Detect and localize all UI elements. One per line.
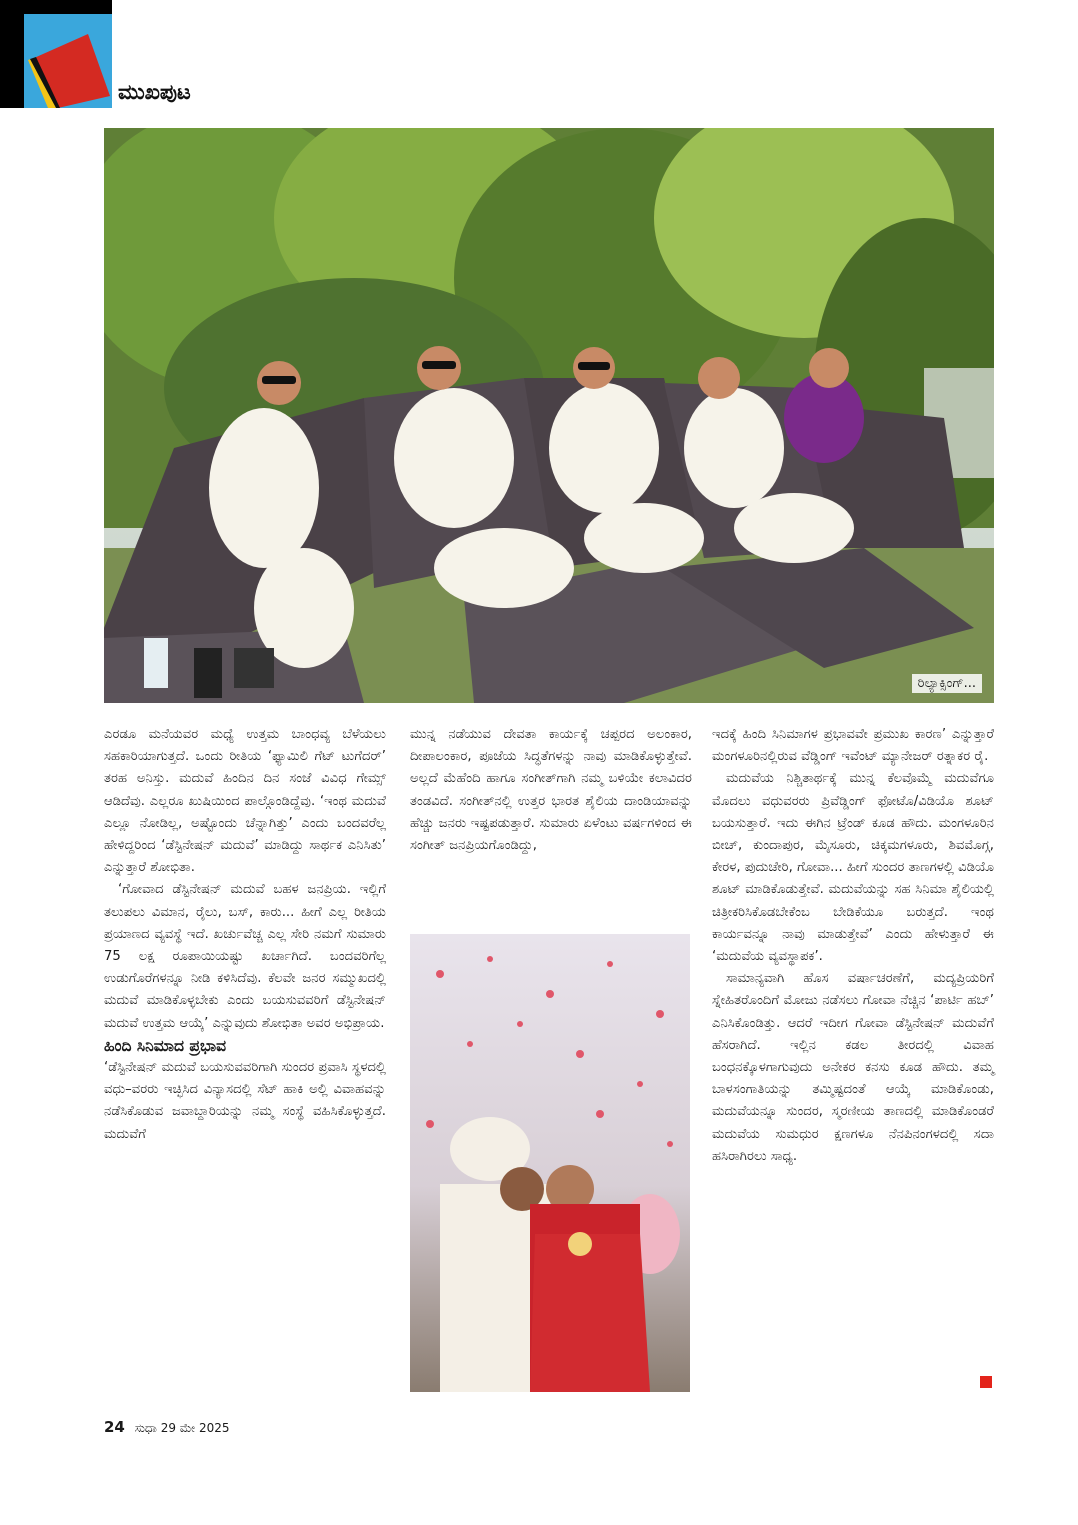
paragraph: ಮುನ್ನ ನಡೆಯುವ ದೇವತಾ ಕಾರ್ಯಕ್ಕೆ ಚಪ್ಪರದ ಅಲಂಕಾರ, ದೀಪಾಲಂಕಾರ, ಪೂಜೆಯ ಸಿದ್ಧತೆಗಳನ್ನು ನಾವು ಮಾಡಿಕೊಳ್ಳುತ್ತೇವೆ. ಅಲ್ಲದೆ ಮೆಹೆಂದಿ ಹಾಗೂ ಸಂಗೀತ್‌ಗಾಗಿ ನಮ್ಮ ಬಳಿಯೇ ಕಲಾವಿದರ ತಂಡವಿದೆ. ಸಂಗೀತ್‌ನಲ್ಲಿ ಉತ್ತರ ಭಾರತ ಶೈಲಿಯ ದಾಂಡಿಯಾವನ್ನು ಹೆಚ್ಚು ಜನರು ಇಷ್ಟಪಡುತ್ತಾರೆ. ಸುಮಾರು ಏಳೆಂಟು ವರ್ಷಗಳಿಂದ ಈ ಸಂಗೀತ್ ಜನಪ್ರಿಯಗೊಂಡಿದ್ದು, xyxy=(410,727,692,854)
paragraph: ಎರಡೂ ಮನೆಯವರ ಮಧ್ಯೆ ಉತ್ತಮ ಬಾಂಧವ್ಯ ಬೆಳೆಯಲು ಸಹಕಾರಿಯಾಗುತ್ತದೆ. ಒಂದು ರೀತಿಯ ‘ಫ್ಯಾಮಿಲಿ ಗೆಟ್ ಟುಗೆದರ್’ ತರಹ ಅನಿಸ್ತು. ಮದುವೆ ಹಿಂದಿನ ದಿನ ಸಂಜೆ ವಿವಿಧ ಗೇಮ್ಸ್ ಆಡಿದೆವು. ಎಲ್ಲರೂ ಖುಷಿಯಿಂದ ಪಾಲ್ಗೊಂಡಿದ್ದೆವು. ‘ಇಂಥ ಮದುವೆ ಎಲ್ಲೂ ನೋಡಿಲ್ಲ, ಅಷ್ಟೊಂದು ಚೆನ್ನಾಗಿತ್ತು’ ಎಂದು ಬಂದವರೆಲ್ಲ ಹೇಳಿದ್ದರಿಂದ ‘ಡೆಸ್ಟಿನೇಷನ್ ಮದುವೆ’ ಮಾಡಿದ್ದು ಸಾರ್ಥಕ ಎನಿಸಿತು’ ಎನ್ನುತ್ತಾರೆ ಶೋಭಿತಾ. xyxy=(104,727,386,876)
article-end-mark xyxy=(980,1376,992,1388)
article-column-2 xyxy=(410,724,692,940)
section-title: ಮುಖಪುಟ xyxy=(118,80,191,104)
article-column-1 xyxy=(104,724,386,1404)
subheading: ಹಿಂದಿ ಸಿನಿಮಾದ ಪ್ರಭಾವ xyxy=(104,1036,227,1055)
wedding-photo xyxy=(410,934,690,1392)
article-column-3 xyxy=(712,724,994,1400)
paragraph: ‘ಡೆಸ್ಟಿನೇಷನ್ ಮದುವೆ ಬಯಸುವವರಿಗಾಗಿ ಸುಂದರ ಪ್ರವಾಸಿ ಸ್ಥಳದಲ್ಲಿ ವಧು–ವರರು ಇಚ್ಛಿಸಿದ ವಿನ್ಯಾಸದಲ್ಲಿ ಸೆಟ್ ಹಾಕಿ ಅಲ್ಲಿ ವಿವಾಹವನ್ನು ನಡೆಸಿಕೊಡುವ ಜವಾಬ್ದಾರಿಯನ್ನು ನಮ್ಮ ಸಂಸ್ಥೆ ವಹಿಸಿಕೊಳ್ಳುತ್ತದೆ. ಮದುವೆಗೆ xyxy=(104,1060,386,1142)
paragraph: ‘ಗೋವಾದ ಡೆಸ್ಟಿನೇಷನ್ ಮದುವೆ ಬಹಳ ಜನಪ್ರಿಯ. ಇಲ್ಲಿಗೆ ತಲುಪಲು ವಿಮಾನ, ರೈಲು, ಬಸ್, ಕಾರು... ಹೀಗೆ ಎಲ್ಲ ರೀತಿಯ ಪ್ರಯಾಣದ ವ್ಯವಸ್ಥೆ ಇದೆ. ಖರ್ಚುವೆಚ್ಚ ಎಲ್ಲ ಸೇರಿ ನಮಗೆ ಸುಮಾರು 75 ಲಕ್ಷ ರೂಪಾಯಿಯಷ್ಟು ಖರ್ಚಾಗಿದೆ. ಬಂದವರಿಗೆಲ್ಲ ಉಡುಗೊರೆಗಳನ್ನೂ ನೀಡಿ ಕಳಿಸಿದೆವು. ಕೆಲವೇ ಜನರ ಸಮ್ಮುಖದಲ್ಲಿ ಮದುವೆ ಮಾಡಿಕೊಳ್ಳಬೇಕು ಎಂದು ಬಯಸುವವರಿಗೆ ಡೆಸ್ಟಿನೇಷನ್ ಮದುವೆ ಉತ್ತಮ ಆಯ್ಕೆ’ ಎನ್ನುವುದು ಶೋಭಿತಾ ಅವರ ಅಭಿಪ್ರಾಯ. xyxy=(104,882,386,1031)
paragraph: ಇದಕ್ಕೆ ಹಿಂದಿ ಸಿನಿಮಾಗಳ ಪ್ರಭಾವವೇ ಪ್ರಮುಖ ಕಾರಣ’ ಎನ್ನುತ್ತಾರೆ ಮಂಗಳೂರಿನಲ್ಲಿರುವ ವೆಡ್ಡಿಂಗ್ ಇವೆಂಟ್ ಮ್ಯಾನೇಜರ್ ರತ್ನಾಕರ ರೈ. xyxy=(712,727,994,765)
paragraph: ಮದುವೆಯ ನಿಶ್ಚಿತಾರ್ಥಕ್ಕೆ ಮುನ್ನ ಕೆಲವೊಮ್ಮೆ ಮದುವೆಗೂ ಮೊದಲು ವಧುವರರು ಪ್ರಿವೆಡ್ಡಿಂಗ್ ಫೋಟೊ/ವಿಡಿಯೊ ಶೂಟ್ ಬಯಸುತ್ತಾರೆ. ಇದು ಈಗಿನ ಟ್ರೆಂಡ್ ಕೂಡ ಹೌದು. ಮಂಗಳೂರಿನ ಬೀಚ್, ಕುಂದಾಪುರ, ಮೈಸೂರು, ಚಿಕ್ಕಮಗಳೂರು, ಶಿವಮೊಗ್ಗ, ಕೇರಳ, ಪುದುಚೇರಿ, ಗೋವಾ... ಹೀಗೆ ಸುಂದರ ತಾಣಗಳಲ್ಲಿ ವಿಡಿಯೊ ಶೂಟ್ ಮಾಡಿಕೊಡುತ್ತೇವೆ. ಮದುವೆಯನ್ನು ಸಹ ಸಿನಿಮಾ ಶೈಲಿಯಲ್ಲಿ ಚಿತ್ರೀಕರಿಸಿಕೊಡಬೇಕೆಂಬ ಬೇಡಿಕೆಯೂ ಬರುತ್ತದೆ. ಇಂಥ ಕಾರ್ಯವನ್ನೂ ನಾವು ಮಾಡುತ್ತೇವೆ’ ಎಂದು ಹೇಳುತ್ತಾರೆ ಈ ‘ಮದುವೆಯ ವ್ಯವಸ್ಥಾಪಕ’. xyxy=(712,771,994,965)
hero-photo xyxy=(104,128,994,703)
photo-caption: ರಿಲ್ಯಾಕ್ಸಿಂಗ್... xyxy=(912,674,982,693)
magazine-logo xyxy=(0,0,112,108)
page-footer xyxy=(104,1418,229,1436)
paragraph: ಸಾಮಾನ್ಯವಾಗಿ ಹೊಸ ವರ್ಷಾಚರಣೆಗೆ, ಮದ್ಯಪ್ರಿಯರಿಗೆ ಸ್ನೇಹಿತರೊಂದಿಗೆ ಮೋಜು ನಡೆಸಲು ಗೋವಾ ನೆಚ್ಚಿನ ‘ಪಾರ್ಟಿ ಹಬ್’ ಎನಿಸಿಕೊಂಡಿತ್ತು. ಆದರೆ ಇದೀಗ ಗೋವಾ ಡೆಸ್ಟಿನೇಷನ್ ಮದುವೆಗೆ ಹೆಸರಾಗಿದೆ. ಇಲ್ಲಿನ ಕಡಲ ತೀರದಲ್ಲಿ ವಿವಾಹ ಬಂಧನಕ್ಕೊಳಗಾಗುವುದು ಅನೇಕರ ಕನಸು ಕೂಡ ಹೌದು. ತಮ್ಮ ಬಾಳಸಂಗಾತಿಯನ್ನು ತಮ್ಮಿಷ್ಟದಂತೆ ಆಯ್ಕೆ ಮಾಡಿಕೊಂಡು, ಮದುವೆಯನ್ನೂ ಸುಂದರ, ಸ್ಮರಣೀಯ ತಾಣದಲ್ಲಿ ಮಾಡಿಕೊಂಡರೆ ಮದುವೆಯ ಸುಮಧುರ ಕ್ಷಣಗಳೂ ನೆನಪಿನಂಗಳದಲ್ಲಿ ಸದಾ ಹಸಿರಾಗಿರಲು ಸಾಧ್ಯ. xyxy=(712,971,994,1164)
page-number: 24 xyxy=(104,1418,125,1436)
magazine-date: ಸುಧಾ 29 ಮೇ 2025 xyxy=(134,1421,230,1435)
